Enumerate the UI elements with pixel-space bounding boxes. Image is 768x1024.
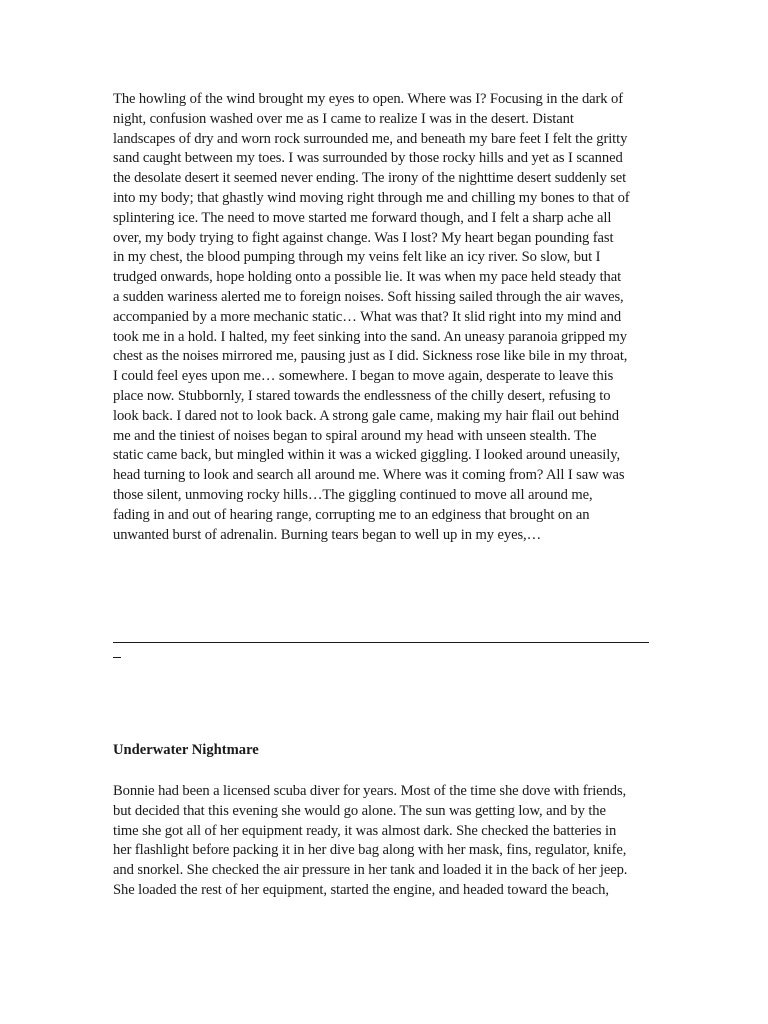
text-line: fading in and out of hearing range, corrupting me to an edginess that brought on an [113, 506, 590, 523]
text-line: chest as the noises mirrored me, pausing just as I did. Sickness rose like bile in my throat, [113, 348, 628, 365]
text-line: the desolate desert it seemed never ending. The irony of the nighttime desert suddenly set [113, 170, 627, 187]
text-line: those silent, unmoving rocky hills…The giggling continued to move all around me, [113, 486, 593, 503]
text-line: static came back, but mingled within it was a wicked giggling. I looked around uneasily, [113, 447, 620, 464]
text-line: place now. Stubbornly, I stared towards the endlessness of the chilly desert, refusing to [113, 387, 611, 404]
text-line: unwanted burst of adrenalin. Burning tears began to well up in my eyes,… [113, 526, 542, 543]
text-line: over, my body trying to fight against change. Was I lost? My heart began pounding fast [113, 229, 614, 246]
text-line: look back. I dared not to look back. A strong gale came, making my hair flail out behind [113, 407, 619, 424]
text-line: She loaded the rest of her equipment, started the engine, and headed toward the beach, [113, 881, 609, 898]
text-line: The howling of the wind brought my eyes to open. Where was I? Focusing in the dark of [113, 91, 624, 107]
separator-line-tail [113, 645, 121, 658]
text-line: night, confusion washed over me as I came to realize I was in the desert. Distant [113, 110, 574, 127]
text-line: sand caught between my toes. I was surrounded by those rocky hills and yet as I scanned [113, 150, 623, 167]
text-line: head turning to look and search all around me. Where was it coming from? All I saw was [113, 467, 625, 484]
text-line: but decided that this evening she would go alone. The sun was getting low, and by the [113, 802, 606, 819]
text-line: in my chest, the blood pumping through my veins felt like an icy river. So slow, but I [113, 249, 601, 266]
story-paragraph-desert [113, 90, 658, 545]
text-line: took me in a hold. I halted, my feet sinking into the sand. An uneasy paranoia gripped my [113, 328, 627, 345]
text-line: a sudden wariness alerted me to foreign noises. Soft hissing sailed through the air waves, [113, 288, 624, 305]
text-line: landscapes of dry and worn rock surrounded me, and beneath my bare feet I felt the gritty [113, 130, 628, 147]
text-line: into my body; that ghastly wind moving right through me and chilling my bones to that of [113, 189, 630, 206]
text-line: her flashlight before packing it in her dive bag along with her mask, fins, regulator, knife, [113, 842, 627, 859]
text-line: I could feel eyes upon me… somewhere. I began to move again, desperate to leave this [113, 368, 614, 385]
text-line: and snorkel. She checked the air pressure in her tank and loaded it in the back of her jeep. [113, 862, 628, 879]
text-line: Bonnie had been a licensed scuba diver for years. Most of the time she dove with friends, [113, 783, 627, 799]
text-line: splintering ice. The need to move started me forward though, and I felt a sharp ache all [113, 209, 612, 226]
story-paragraph-underwater [113, 782, 658, 901]
separator-line [113, 629, 649, 643]
text-line: accompanied by a more mechanic static… What was that? It slid right into my mind and [113, 308, 622, 325]
story-title: Underwater Nightmare [113, 742, 259, 758]
section-separator-rule [113, 629, 649, 658]
text-line: time she got all of her equipment ready, it was almost dark. She checked the batteries in [113, 822, 617, 839]
text-line: me and the tiniest of noises began to spiral around my head with unseen stealth. The [113, 427, 597, 444]
text-line: trudged onwards, hope holding onto a possible lie. It was when my pace held steady that [113, 269, 622, 286]
